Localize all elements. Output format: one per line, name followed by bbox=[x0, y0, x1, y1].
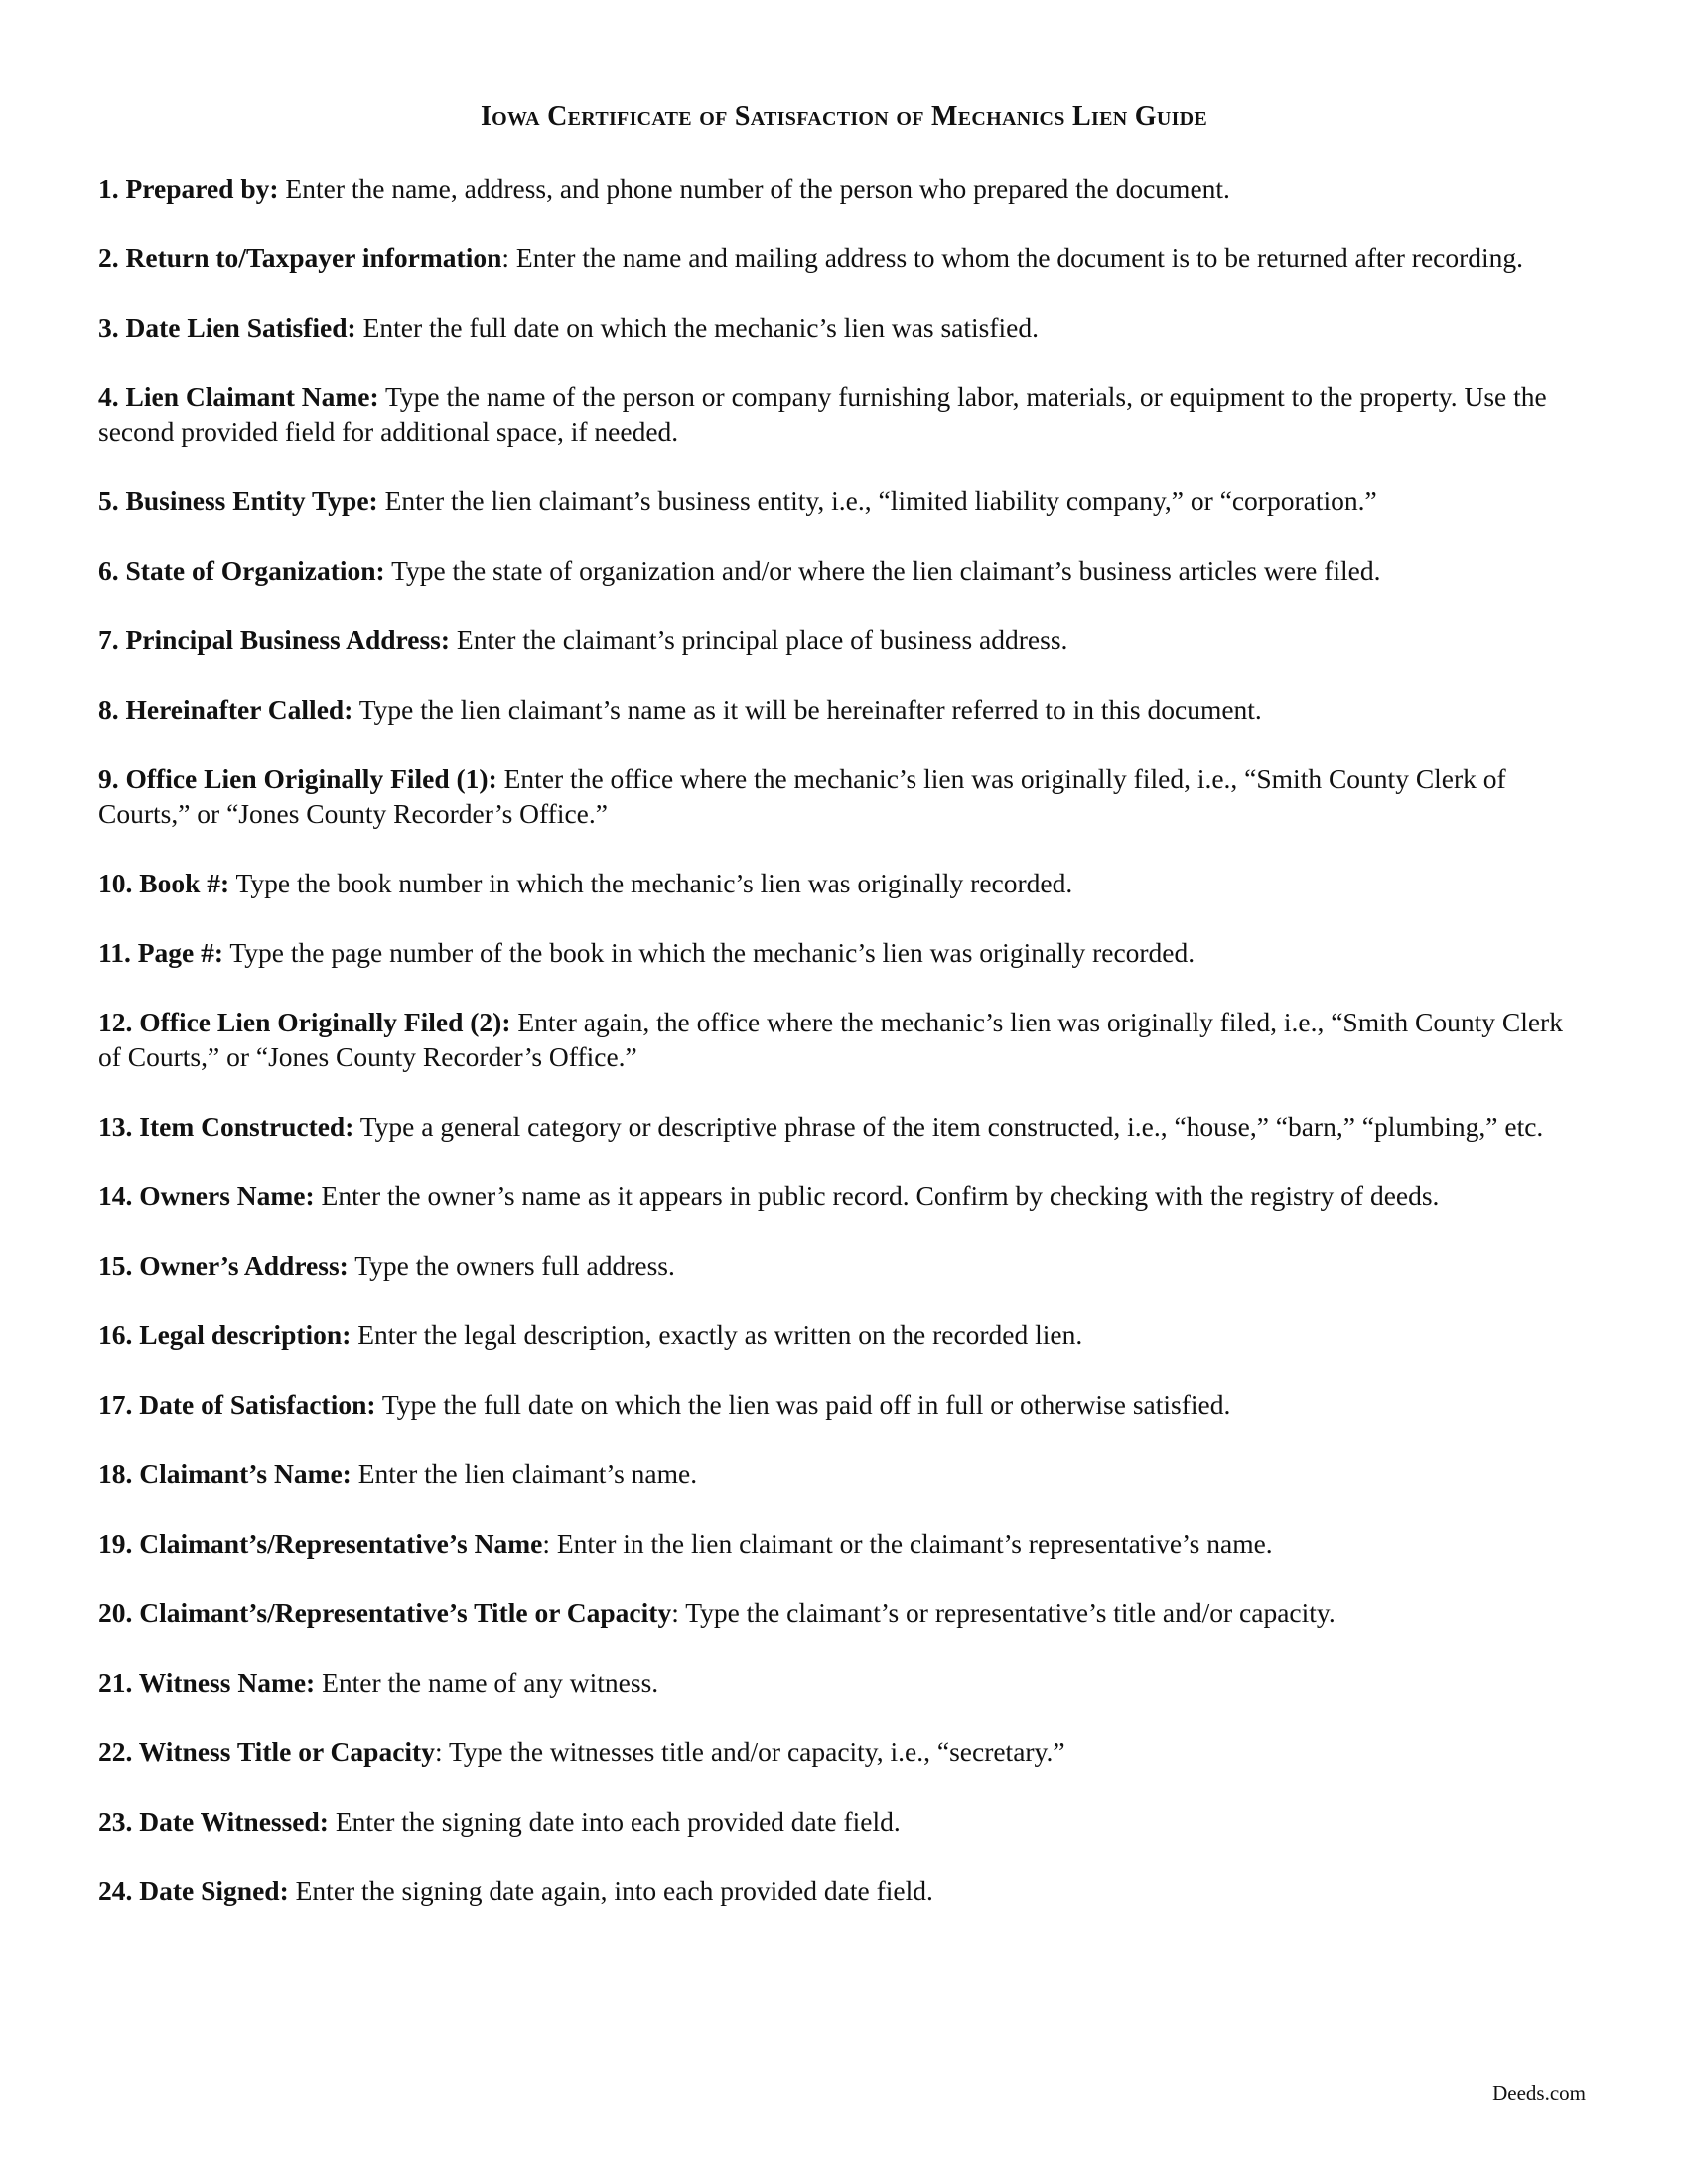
item-text: : Enter the name and mailing address to whom the document is to be returned after recording. bbox=[501, 242, 1524, 273]
item-label: 2. Return to/Taxpayer information bbox=[98, 242, 502, 273]
item-text: Type the owners full address. bbox=[348, 1250, 675, 1281]
item-label: 16. Legal description: bbox=[98, 1319, 352, 1350]
guide-item-18 bbox=[98, 1456, 1568, 1491]
guide-item-5 bbox=[98, 483, 1568, 518]
item-label: 6. State of Organization: bbox=[98, 555, 385, 586]
item-label: 14. Owners Name: bbox=[98, 1180, 315, 1211]
item-label: 13. Item Constructed: bbox=[98, 1111, 354, 1142]
item-text: Enter again, the office where the mechanic’s lien was originally filed, i.e., “Smith County Clerk of Courts,” or “Jones County Recorder’s Office.” bbox=[98, 1007, 1563, 1072]
guide-item-13 bbox=[98, 1109, 1568, 1144]
guide-item-7 bbox=[98, 622, 1568, 657]
item-label: 15. Owner’s Address: bbox=[98, 1250, 349, 1281]
item-label: 12. Office Lien Originally Filed (2): bbox=[98, 1007, 511, 1037]
item-text: Type the name of the person or company furnishing labor, materials, or equipment to the property. Use the second provided field for additional space, if needed. bbox=[98, 381, 1547, 447]
item-text: Enter the signing date again, into each provided date field. bbox=[288, 1875, 933, 1906]
item-label: 9. Office Lien Originally Filed (1): bbox=[98, 763, 497, 794]
item-text: Enter the full date on which the mechanic’s lien was satisfied. bbox=[355, 312, 1040, 342]
guide-item-2 bbox=[98, 240, 1568, 275]
item-text: Type the full date on which the lien was paid off in full or otherwise satisfied. bbox=[375, 1389, 1231, 1420]
item-text: Type the book number in which the mechanic’s lien was originally recorded. bbox=[229, 868, 1073, 898]
item-text: Enter the name, address, and phone number of the person who prepared the document. bbox=[278, 173, 1230, 204]
item-text: Enter the claimant’s principal place of business address. bbox=[450, 624, 1068, 655]
guide-item-8 bbox=[98, 692, 1568, 727]
footer-brand: Deeds.com bbox=[1492, 2081, 1586, 2105]
guide-item-12 bbox=[98, 1005, 1568, 1074]
guide-item-11 bbox=[98, 935, 1568, 970]
guide-item-19 bbox=[98, 1526, 1568, 1561]
guide-item-24 bbox=[98, 1873, 1568, 1908]
item-text: : Enter in the lien claimant or the claimant’s representative’s name. bbox=[542, 1528, 1273, 1559]
item-label: 7. Principal Business Address: bbox=[98, 624, 451, 655]
item-text: Type a general category or descriptive phrase of the item constructed, i.e., “house,” “barn,” “plumbing,” etc. bbox=[353, 1111, 1544, 1142]
item-label: 21. Witness Name: bbox=[98, 1667, 316, 1698]
guide-item-20 bbox=[98, 1595, 1568, 1630]
item-label: 24. Date Signed: bbox=[98, 1875, 289, 1906]
guide-item-3 bbox=[98, 310, 1568, 344]
item-text: Enter the legal description, exactly as written on the recorded lien. bbox=[351, 1319, 1083, 1350]
item-label: 23. Date Witnessed: bbox=[98, 1806, 329, 1837]
guide-item-4 bbox=[98, 379, 1568, 449]
item-label: 22. Witness Title or Capacity bbox=[98, 1736, 435, 1767]
guide-item-1 bbox=[98, 171, 1568, 205]
item-text: : Type the claimant’s or representative’s title and/or capacity. bbox=[671, 1597, 1336, 1628]
guide-item-22 bbox=[98, 1734, 1568, 1769]
item-text: Enter the lien claimant’s business entity, i.e., “limited liability company,” or “corporation.” bbox=[377, 485, 1377, 516]
item-text: Enter the signing date into each provided date field. bbox=[328, 1806, 901, 1837]
item-label: 8. Hereinafter Called: bbox=[98, 694, 353, 725]
guide-item-15 bbox=[98, 1248, 1568, 1283]
guide-item-16 bbox=[98, 1317, 1568, 1352]
item-label: 18. Claimant’s Name: bbox=[98, 1458, 352, 1489]
item-text: Enter the name of any witness. bbox=[315, 1667, 659, 1698]
guide-item-23 bbox=[98, 1804, 1568, 1839]
item-label: 1. Prepared by: bbox=[98, 173, 279, 204]
item-label: 20. Claimant’s/Representative’s Title or Capacity bbox=[98, 1597, 672, 1628]
guide-item-6 bbox=[98, 553, 1568, 588]
item-label: 10. Book #: bbox=[98, 868, 230, 898]
item-label: 5. Business Entity Type: bbox=[98, 485, 378, 516]
item-text: Type the state of organization and/or where the lien claimant’s business articles were filed. bbox=[384, 555, 1381, 586]
guide-item-21 bbox=[98, 1665, 1568, 1700]
item-label: 11. Page #: bbox=[98, 937, 224, 968]
item-text: Type the lien claimant’s name as it will be hereinafter referred to in this document. bbox=[352, 694, 1262, 725]
guide-item-17 bbox=[98, 1387, 1568, 1422]
item-text: Enter the office where the mechanic’s lien was originally filed, i.e., “Smith County Clerk of Courts,” or “Jones County Recorder’s Office.” bbox=[98, 763, 1506, 829]
guide-item-10 bbox=[98, 866, 1568, 900]
item-label: 17. Date of Satisfaction: bbox=[98, 1389, 376, 1420]
guide-list bbox=[98, 171, 1568, 1908]
item-label: 4. Lien Claimant Name: bbox=[98, 381, 379, 412]
item-text: : Type the witnesses title and/or capacity, i.e., “secretary.” bbox=[434, 1736, 1065, 1767]
document-title: Iowa Certificate of Satisfaction of Mechanics Lien Guide bbox=[480, 101, 1208, 132]
guide-item-9 bbox=[98, 761, 1568, 831]
item-text: Enter the lien claimant’s name. bbox=[351, 1458, 698, 1489]
item-label: 19. Claimant’s/Representative’s Name bbox=[98, 1528, 543, 1559]
guide-item-14 bbox=[98, 1178, 1568, 1213]
item-text: Type the page number of the book in which the mechanic’s lien was originally recorded. bbox=[223, 937, 1196, 968]
item-label: 3. Date Lien Satisfied: bbox=[98, 312, 356, 342]
item-text: Enter the owner’s name as it appears in public record. Confirm by checking with the registry of deeds. bbox=[314, 1180, 1440, 1211]
